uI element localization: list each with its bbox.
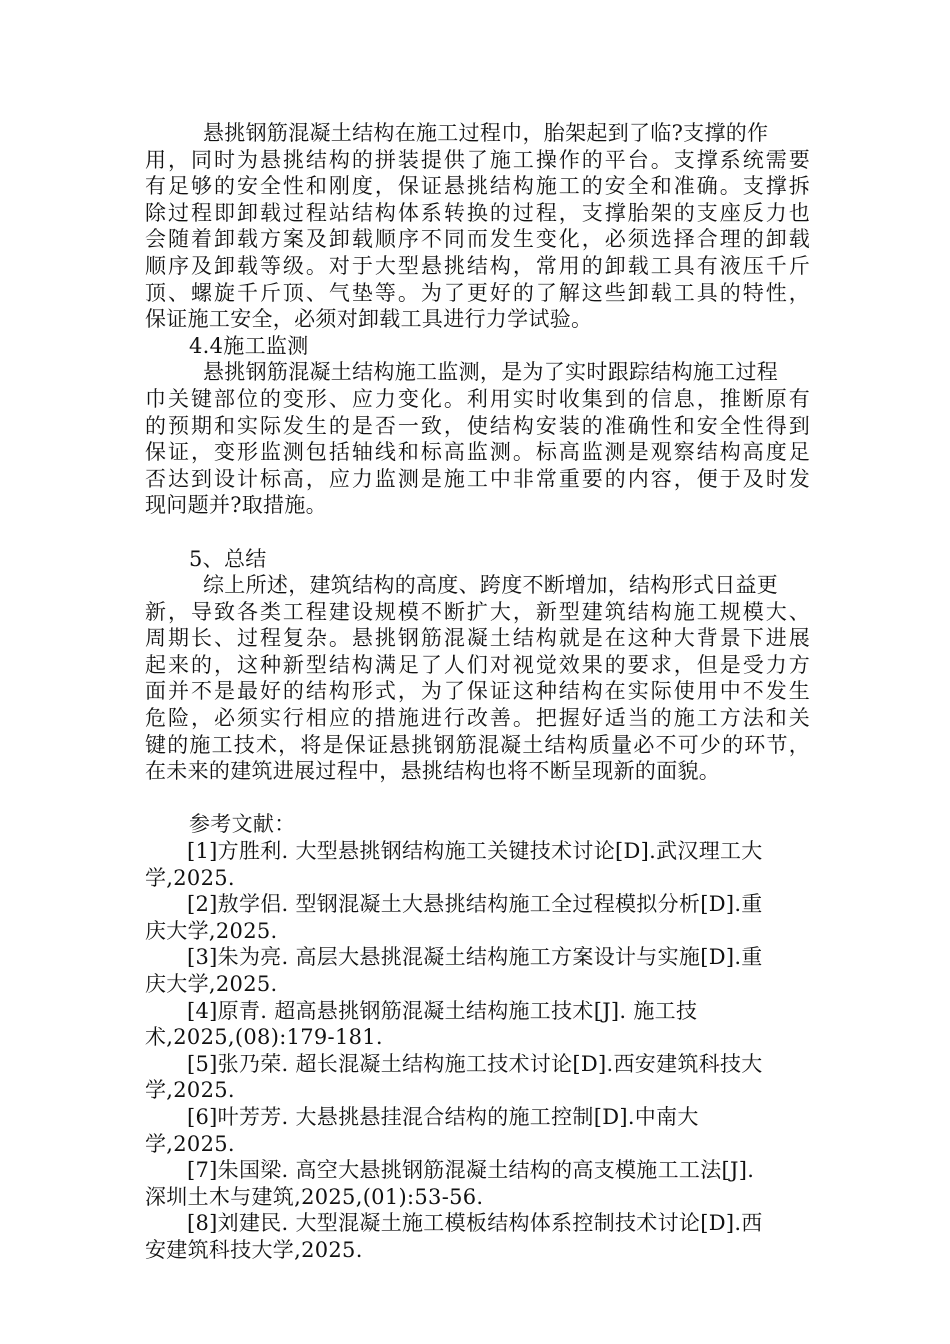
blank-line	[145, 519, 810, 546]
paragraph-unloading	[145, 120, 810, 333]
text-line: 用，同时为悬挑结构的拼装提供了施工操作的平台。支撑系统需要	[145, 147, 810, 172]
text-line: 学,2025.	[145, 865, 235, 890]
text-line: 除过程即卸载过程站结构体系转换的过程，支撑胎架的支座反力也	[145, 200, 810, 225]
reference-item	[145, 944, 810, 997]
text-line: [2]敖学侣. 型钢混凝土大悬挑结构施工全过程模拟分析[D].重	[187, 892, 763, 917]
text-line: 键的施工技术，将是保证悬挑钢筋混凝土结构质量必不可少的环节，	[145, 732, 810, 757]
reference-list	[145, 838, 810, 1264]
document-page	[145, 120, 810, 1264]
text-line: 面并不是最好的结构形式，为了保证这种结构在实际使用中不发生	[145, 679, 810, 704]
text-line: 保证，变形监测包括轴线和标高监测。标高监测是观察结构高度足	[145, 440, 810, 465]
text-line: 庆大学,2025.	[145, 918, 278, 943]
text-line: 周期长、过程复杂。悬挑钢筋混凝土结构就是在这种大背景下进展	[145, 626, 810, 651]
text-line: 深圳土木与建筑,2025,(01):53-56.	[145, 1184, 484, 1209]
text-line: 危险，必须实行相应的措施进行改善。把握好适当的施工方法和关	[145, 706, 810, 731]
text-line: 安建筑科技大学,2025.	[145, 1237, 363, 1262]
text-line: [8]刘建民. 大型混凝土施工模板结构体系控制技术讨论[D].西	[187, 1211, 763, 1236]
text-line: [7]朱国梁. 高空大悬挑钢筋混凝土结构的高支模施工工法[J].	[187, 1158, 755, 1183]
text-line: [1]方胜利. 大型悬挑钢结构施工关键技术讨论[D].武汉理工大	[187, 839, 763, 864]
reference-item	[145, 1157, 810, 1210]
text-line: 在未来的建筑进展过程中，悬挑结构也将不断呈现新的面貌。	[145, 759, 721, 784]
text-line: 悬挑钢筋混凝土结构在施工过程巾，胎架起到了临?支撑的作	[203, 121, 769, 145]
text-line: 有足够的安全性和刚度，保证悬挑结构施工的安全和准确。支撑拆	[145, 174, 810, 199]
text-line: 悬挑钢筋混凝土结构施工监测，是为了实时跟踪结构施工过程	[203, 360, 779, 385]
text-line: 会随着卸载方案及卸载顺序不同而发生变化，必须选择合理的卸载	[145, 227, 810, 252]
text-line: 保证施工安全，必须对卸载工具进行力学试验。	[145, 307, 593, 332]
text-line: 顶、螺旋千斤顶、气垫等。为了更好的了解这些卸载工具的特性，	[145, 280, 810, 305]
text-line: 起来的，这种新型结构满足了人们对视觉效果的要求，但是受力方	[145, 652, 810, 677]
text-line: 综上所述，建筑结构的高度、跨度不断增加，结构形式日益更	[203, 573, 779, 598]
text-line: 学,2025.	[145, 1131, 235, 1156]
text-line: 新，导致各类工程建设规模不断扩大，新型建筑结构施工规模大、	[145, 599, 810, 624]
text-line: 否达到设计标高，应力监测是施工中非常重要的内容，便于及时发	[145, 466, 810, 491]
text-line: 巾关键部位的变形、应力变化。利用实时收集到的信息，推断原有	[145, 386, 810, 411]
text-line: 现问题并?取措施。	[145, 493, 327, 518]
text-line: 顺序及卸载等级。对于大型悬挑结构，常用的卸载工具有液压千斤	[145, 253, 810, 278]
text-line: 的预期和实际发生的是否一致，使结构安装的准确性和安全性得到	[145, 413, 810, 438]
text-line: [6]叶芳芳. 大悬挑悬挂混合结构的施工控制[D].中南大	[187, 1104, 699, 1129]
reference-item	[145, 998, 810, 1051]
references-heading: 参考文献：	[189, 812, 296, 837]
section-heading: 5、总结	[189, 546, 267, 571]
text-line: 庆大学,2025.	[145, 972, 278, 996]
reference-item	[145, 1210, 810, 1263]
text-line: [4]原青. 超高悬挑钢筋混凝土结构施工技术[J]. 施工技	[187, 998, 698, 1023]
reference-item	[145, 891, 810, 944]
section-heading: 4.4施工监测	[189, 333, 309, 358]
reference-item	[145, 838, 810, 891]
text-line: [3]朱为亮. 高层大悬挑混凝土结构施工方案设计与实施[D].重	[187, 945, 763, 970]
paragraph-monitoring	[145, 359, 810, 519]
reference-item	[145, 1051, 810, 1104]
reference-item	[145, 1104, 810, 1157]
text-line: 学,2025.	[145, 1078, 235, 1103]
paragraph-summary	[145, 572, 810, 785]
text-line: [5]张乃荣. 超长混凝土结构施工技术讨论[D].西安建筑科技大	[187, 1051, 763, 1076]
text-line: 术,2025,(08):179-181.	[145, 1025, 383, 1050]
blank-line	[145, 785, 810, 812]
